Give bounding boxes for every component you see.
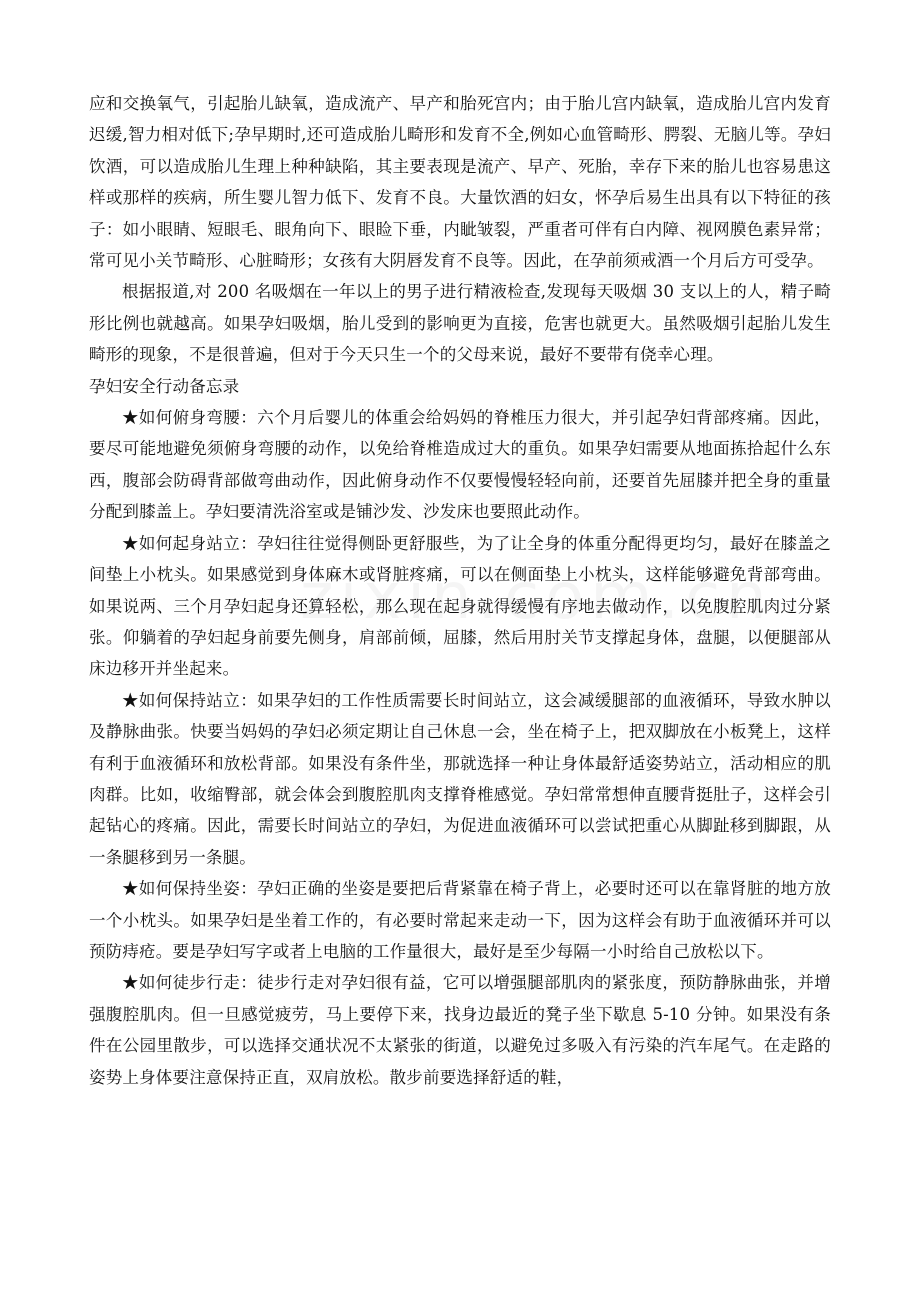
paragraph-standing-up: ★如何起身站立：孕妇往往觉得侧卧更舒服些，为了让全身的体重分配得更均匀，最好在膝盖之间垫上小枕头。如果感觉到身体麻木或肾脏疼痛，可以在侧面垫上小枕头，这样能够避免背部弯曲。如果说两、三个月孕妇起身还算轻松，那么现在起身就得缓慢有序地去做动作，以免腹腔肌肉过分紧张。仰躺着的孕妇起身前要先侧身，肩部前倾，屈膝，然后用肘关节支撑起身体，盘腿，以便腿部从床边移开并坐起来。 — [89, 533, 831, 679]
paragraph-sitting: ★如何保持坐姿：孕妇正确的坐姿是要把后背紧靠在椅子背上，必要时还可以在靠肾脏的地方放一个小枕头。如果孕妇是坐着工作的，有必要时常起来走动一下，因为这样会有助于血液循环并可以预防痔疮。要是孕妇写字或者上电脑的工作量很大，最好是至少每隔一小时给自己放松以下。 — [89, 879, 831, 961]
paragraph-alcohol-effects: 应和交换氧气，引起胎儿缺氧，造成流产、早产和胎死宫内；由于胎儿宫内缺氧，造成胎儿宫内发育迟缓,智力相对低下;孕早期时,还可造成胎儿畸形和发育不全,例如心血管畸形、腭裂、无脑儿等。孕妇饮酒，可以造成胎儿生理上种种缺陷，其主要表现是流产、早产、死胎，幸存下来的胎儿也容易患这样或那样的疾病，所生婴儿智力低下、发育不良。大量饮酒的妇女，怀孕后易生出具有以下特征的孩子：如小眼睛、短眼毛、眼角向下、眼睑下垂，内眦皱裂，严重者可伴有白内障、视网膜色素异常；常可见小关节畸形、心脏畸形；女孩有大阴唇发育不良等。因此，在孕前须戒酒一个月后方可受孕。 — [89, 94, 831, 271]
paragraph-smoking-effects: 根据报道,对 200 名吸烟在一年以上的男子进行精液检查,发现每天吸烟 30 支以上的人，精子畸形比例也就越高。如果孕妇吸烟，胎儿受到的影响更为直接，危害也就更大。虽然吸烟引起胎儿发生畸形的现象，不是很普遍，但对于今天只生一个的父母来说，最好不要带有侥幸心理。 — [89, 282, 831, 365]
section-heading: 孕妇安全行动备忘录 — [89, 376, 240, 396]
paragraph-walking: ★如何徒步行走：徒步行走对孕妇很有益，它可以增强腿部肌肉的紧张度，预防静脉曲张，并增强腹腔肌肉。但一旦感觉疲劳，马上要停下来，找身边最近的凳子坐下歇息 5-10 分钟。如果没有条件在公园里散步，可以选择交通状况不太紧张的街道，以避免过多吸入有污染的汽车尾气。在走路的姿势上身体要注意保持正直，双肩放松。散步前要选择舒适的鞋， — [89, 973, 831, 1087]
document-page — [89, 88, 831, 1093]
paragraph-bending: ★如何俯身弯腰：六个月后婴儿的体重会给妈妈的脊椎压力很大，并引起孕妇背部疼痛。因此，要尽可能地避免须俯身弯腰的动作，以免给脊椎造成过大的重负。如果孕妇需要从地面拣拾起什么东西，腹部会防碍背部做弯曲动作，因此俯身动作不仅要慢慢轻轻向前，还要首先屈膝并把全身的重量分配到膝盖上。孕妇要清洗浴室或是铺沙发、沙发床也要照此动作。 — [89, 408, 831, 522]
paragraph-standing: ★如何保持站立：如果孕妇的工作性质需要长时间站立，这会减缓腿部的血液循环，导致水肿以及静脉曲张。快要当妈妈的孕妇必须定期让自己休息一会，坐在椅子上，把双脚放在小板凳上，这样有利于血液循环和放松背部。如果没有条件坐，那就选择一种让身体最舒适姿势站立，活动相应的肌肉群。比如，收缩臀部，就会体会到腹腔肌肉支撑脊椎感觉。孕妇常常想伸直腰背挺肚子，这样会引起钻心的疼痛。因此，需要长时间站立的孕妇，为促进血液循环可以尝试把重心从脚趾移到脚跟，从一条腿移到另一条腿。 — [89, 690, 831, 867]
